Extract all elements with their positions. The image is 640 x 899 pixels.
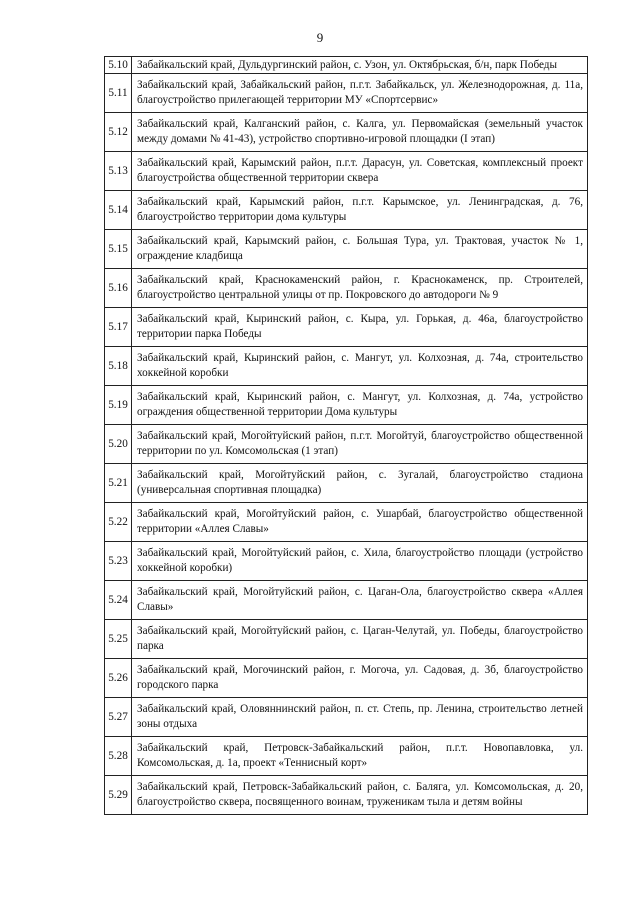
- row-number: 5.21: [105, 464, 132, 503]
- row-description: Забайкальский край, Могойтуйский район, с. Цаган-Челутай, ул. Победы, благоустройство парка: [132, 620, 588, 659]
- row-description: Забайкальский край, Могойтуйский район, с. Хила, благоустройство площади (устройство хоккейной коробки): [132, 542, 588, 581]
- table-row: [105, 659, 588, 698]
- row-description: Забайкальский край, Карымский район, п.г.т. Карымское, ул. Ленинградская, д. 76, благоустройство территории дома культуры: [132, 191, 588, 230]
- row-number: 5.11: [105, 74, 132, 113]
- table-row: [105, 74, 588, 113]
- table-row: [105, 269, 588, 308]
- table-row: [105, 581, 588, 620]
- row-description: Забайкальский край, Могойтуйский район, п.г.т. Могойтуй, благоустройство общественной территории по ул. Комсомольская (1 этап): [132, 425, 588, 464]
- table-row: [105, 347, 588, 386]
- row-number: 5.13: [105, 152, 132, 191]
- row-description: Забайкальский край, Могойтуйский район, с. Ушарбай, благоустройство общественной территории «Аллея Славы»: [132, 503, 588, 542]
- row-description: Забайкальский край, Дульдургинский район, с. Узон, ул. Октябрьская, б/н, парк Победы: [132, 57, 588, 74]
- row-number: 5.27: [105, 698, 132, 737]
- row-number: 5.28: [105, 737, 132, 776]
- row-number: 5.12: [105, 113, 132, 152]
- table-row: [105, 542, 588, 581]
- row-number: 5.23: [105, 542, 132, 581]
- row-number: 5.24: [105, 581, 132, 620]
- table-row: [105, 464, 588, 503]
- row-description: Забайкальский край, Петровск-Забайкальский район, с. Баляга, ул. Комсомольская, д. 20, благоустройство сквера, посвященного воинам, труженикам тыла и детям войны: [132, 776, 588, 815]
- table-row: [105, 113, 588, 152]
- row-number: 5.15: [105, 230, 132, 269]
- row-description: Забайкальский край, Могочинский район, г. Могоча, ул. Садовая, д. 3б, благоустройство городского парка: [132, 659, 588, 698]
- table-row: [105, 191, 588, 230]
- table-row: [105, 698, 588, 737]
- row-number: 5.20: [105, 425, 132, 464]
- row-number: 5.19: [105, 386, 132, 425]
- table-row: [105, 620, 588, 659]
- table-row: [105, 425, 588, 464]
- row-description: Забайкальский край, Кыринский район, с. Мангут, ул. Колхозная, д. 74а, устройство ограждения общественной территории Дома культуры: [132, 386, 588, 425]
- row-description: Забайкальский край, Петровск-Забайкальский район, п.г.т. Новопавловка, ул. Комсомольская, д. 1а, проект «Теннисный корт»: [132, 737, 588, 776]
- table-row: [105, 776, 588, 815]
- table-row: [105, 386, 588, 425]
- page-number: 9: [316, 30, 324, 45]
- row-number: 5.29: [105, 776, 132, 815]
- row-description: Забайкальский край, Забайкальский район, п.г.т. Забайкальск, ул. Железнодорожная, д. 11а, благоустройство прилегающей территории МУ «Спортсервис»: [132, 74, 588, 113]
- row-number: 5.18: [105, 347, 132, 386]
- row-description: Забайкальский край, Оловяннинский район, п. ст. Степь, пр. Ленина, строительство летней зоны отдыха: [132, 698, 588, 737]
- projects-table: [104, 56, 588, 815]
- row-description: Забайкальский край, Кыринский район, с. Кыра, ул. Горькая, д. 46а, благоустройство территории парка Победы: [132, 308, 588, 347]
- table-row: [105, 152, 588, 191]
- row-description: Забайкальский край, Калганский район, с. Калга, ул. Первомайская (земельный участок между домами № 41-43), устройство спортивно-игровой площадки (I этап): [132, 113, 588, 152]
- row-number: 5.26: [105, 659, 132, 698]
- row-description: Забайкальский край, Кыринский район, с. Мангут, ул. Колхозная, д. 74а, строительство хоккейной коробки: [132, 347, 588, 386]
- row-number: 5.16: [105, 269, 132, 308]
- table-row: [105, 737, 588, 776]
- row-number: 5.10: [105, 57, 132, 74]
- table-row: [105, 308, 588, 347]
- table-row: [105, 503, 588, 542]
- row-number: 5.14: [105, 191, 132, 230]
- row-description: Забайкальский край, Могойтуйский район, с. Цаган-Ола, благоустройство сквера «Аллея Славы»: [132, 581, 588, 620]
- row-description: Забайкальский край, Могойтуйский район, с. Зугалай, благоустройство стадиона (универсальная спортивная площадка): [132, 464, 588, 503]
- row-number: 5.22: [105, 503, 132, 542]
- row-number: 5.25: [105, 620, 132, 659]
- table-row: [105, 230, 588, 269]
- row-description: Забайкальский край, Краснокаменский район, г. Краснокаменск, пр. Строителей, благоустройство центральной улицы от пр. Покровского до автодороги № 9: [132, 269, 588, 308]
- table-row: [105, 57, 588, 74]
- row-description: Забайкальский край, Карымский район, с. Большая Тура, ул. Трактовая, участок № 1, ограждение кладбища: [132, 230, 588, 269]
- row-description: Забайкальский край, Карымский район, п.г.т. Дарасун, ул. Советская, комплексный проект благоустройства общественной территории сквера: [132, 152, 588, 191]
- row-number: 5.17: [105, 308, 132, 347]
